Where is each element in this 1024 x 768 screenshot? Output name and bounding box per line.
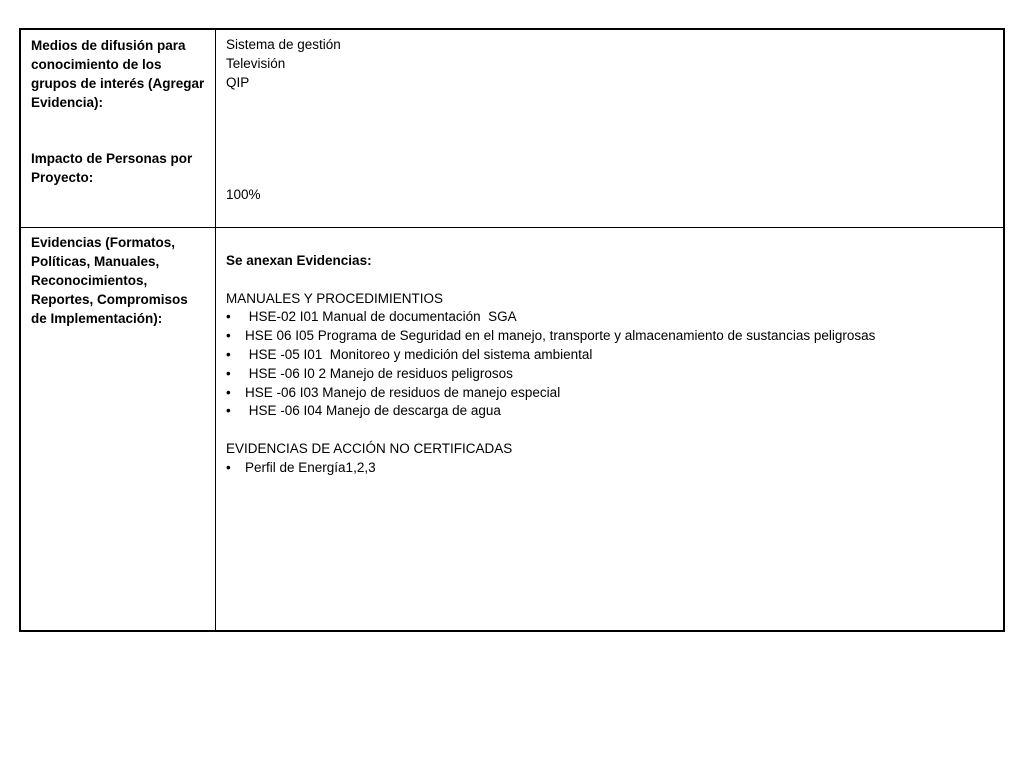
evidence-heading: Se anexan Evidencias: xyxy=(226,253,372,268)
evidence-label: Evidencias (Formatos, Políticas, Manuales, Reconocimientos, Reportes, Compromisos de Implementación): xyxy=(31,235,188,326)
list-item xyxy=(226,384,995,403)
list-item-text: HSE-02 I01 Manual de documentación SGA xyxy=(245,309,517,325)
section-title: EVIDENCIAS DE ACCIÓN NO CERTIFICADAS xyxy=(226,440,513,456)
list-item-text: Perfil de Energía1,2,3 xyxy=(245,459,376,475)
list-item xyxy=(226,346,995,365)
bullet-icon: • xyxy=(226,384,231,400)
impact-label: Impacto de Personas por Proyecto: xyxy=(31,151,193,185)
bullet-icon: • xyxy=(226,365,231,381)
media-list xyxy=(226,36,995,92)
bullet-icon: • xyxy=(226,328,231,344)
list-item xyxy=(226,327,995,346)
bullet-icon: • xyxy=(226,459,231,475)
list-item xyxy=(226,365,995,384)
list-item-text: HSE -06 I0 2 Manejo de residuos peligrosos xyxy=(245,365,513,381)
spacer xyxy=(226,271,995,290)
bullet-icon: • xyxy=(226,403,231,419)
evidence-content xyxy=(226,252,995,478)
list-item-text: HSE -06 I03 Manejo de residuos de manejo especial xyxy=(245,384,561,400)
bullet-icon: • xyxy=(226,346,231,362)
list-item xyxy=(226,402,995,421)
media-label: Medios de difusión para conocimiento de los grupos de interés (Agregar Evidencia): xyxy=(31,38,205,110)
list-item-text: HSE 06 I05 Programa de Seguridad en el manejo, transporte y almacenamiento de sustancias peligrosas xyxy=(245,328,876,344)
list-item-text: HSE -06 I04 Manejo de descarga de agua xyxy=(245,403,501,419)
media-item: Televisión xyxy=(226,55,286,71)
table-row-evidence xyxy=(21,228,1003,630)
media-item: QIP xyxy=(226,74,250,90)
impact-value: 100% xyxy=(226,187,261,202)
list-item xyxy=(226,308,995,327)
evidence-table xyxy=(19,28,1005,632)
table-row-media xyxy=(21,30,1003,228)
section-title: MANUALES Y PROCEDIMIENTIOS xyxy=(226,290,444,306)
bullet-icon: • xyxy=(226,309,231,325)
list-item xyxy=(226,459,995,478)
list-item-text: HSE -05 I01 Monitoreo y medición del sistema ambiental xyxy=(245,346,593,362)
spacer xyxy=(226,421,995,440)
media-item: Sistema de gestión xyxy=(226,37,341,52)
